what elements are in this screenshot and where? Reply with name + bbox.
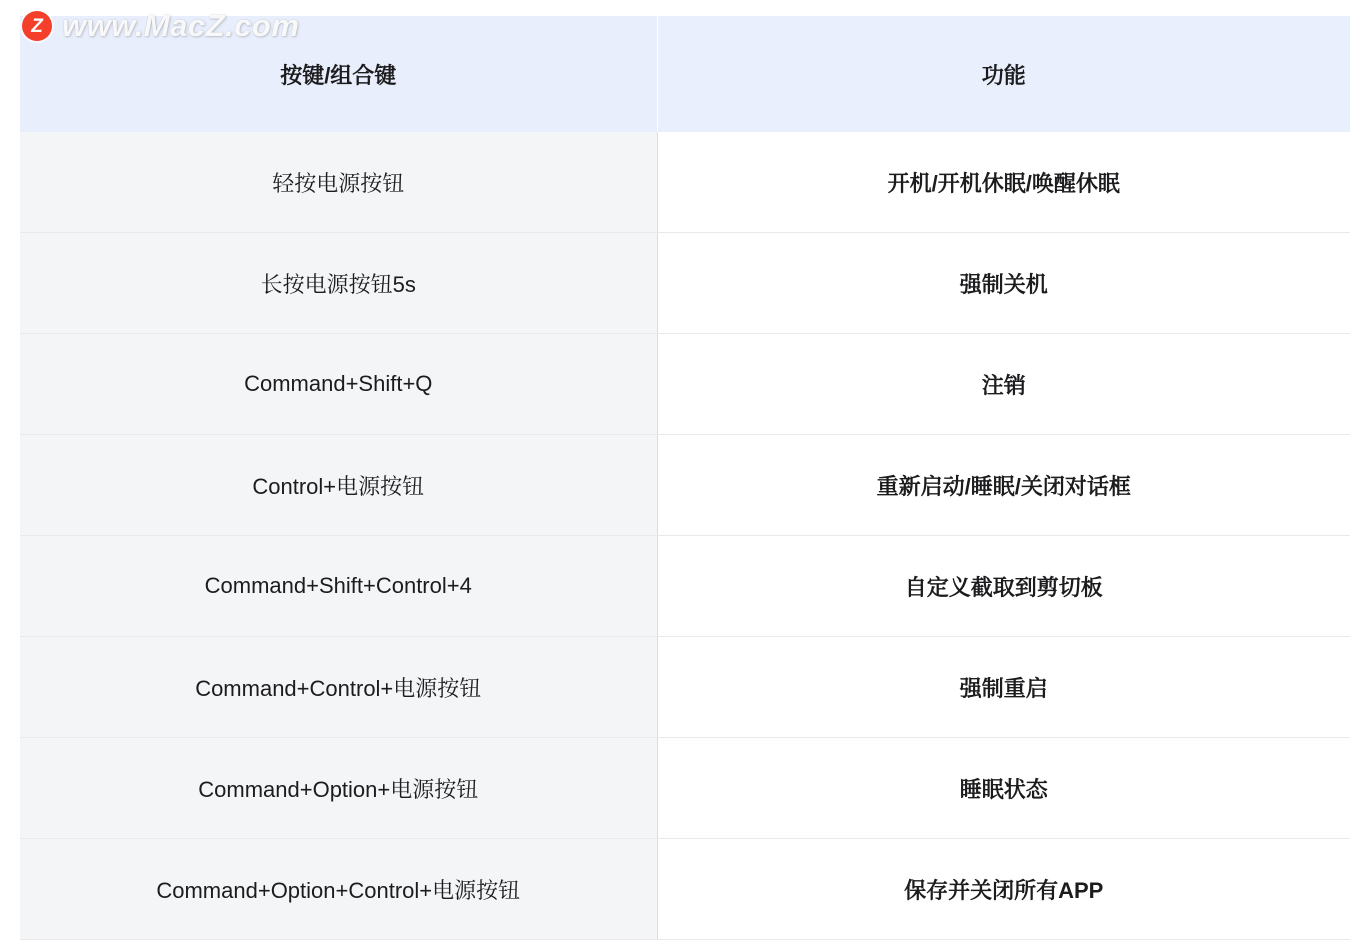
cell-key: Command+Shift+Control+4: [20, 536, 657, 637]
cell-function: 注销: [657, 334, 1350, 435]
table-row: [20, 839, 1350, 940]
cell-function: 开机/开机休眠/唤醒休眠: [657, 132, 1350, 233]
cell-key: Control+电源按钮: [20, 435, 657, 536]
cell-key: Command+Shift+Q: [20, 334, 657, 435]
cell-function: 强制重启: [657, 637, 1350, 738]
table-row: [20, 738, 1350, 839]
shortcut-table-container: [20, 16, 1350, 940]
table-header: [20, 16, 1350, 132]
cell-key: 轻按电源按钮: [20, 132, 657, 233]
cell-key: 长按电源按钮5s: [20, 233, 657, 334]
column-header-function: 功能: [657, 16, 1350, 132]
table-row: [20, 536, 1350, 637]
cell-key: Command+Option+Control+电源按钮: [20, 839, 657, 940]
cell-function: 强制关机: [657, 233, 1350, 334]
cell-key: Command+Option+电源按钮: [20, 738, 657, 839]
table-row: [20, 132, 1350, 233]
watermark-text: www.MacZ.com: [62, 8, 300, 43]
cell-function: 保存并关闭所有APP: [657, 839, 1350, 940]
macz-logo-icon: Z: [22, 11, 52, 41]
table-row: [20, 334, 1350, 435]
column-header-key: 按键/组合键: [20, 16, 657, 132]
table-body: [20, 132, 1350, 940]
table-row: [20, 233, 1350, 334]
cell-function: 自定义截取到剪切板: [657, 536, 1350, 637]
cell-function: 睡眠状态: [657, 738, 1350, 839]
table-header-row: [20, 16, 1350, 132]
table-row: [20, 435, 1350, 536]
table-row: [20, 637, 1350, 738]
cell-function: 重新启动/睡眠/关闭对话框: [657, 435, 1350, 536]
shortcut-table: [20, 16, 1350, 940]
cell-key: Command+Control+电源按钮: [20, 637, 657, 738]
